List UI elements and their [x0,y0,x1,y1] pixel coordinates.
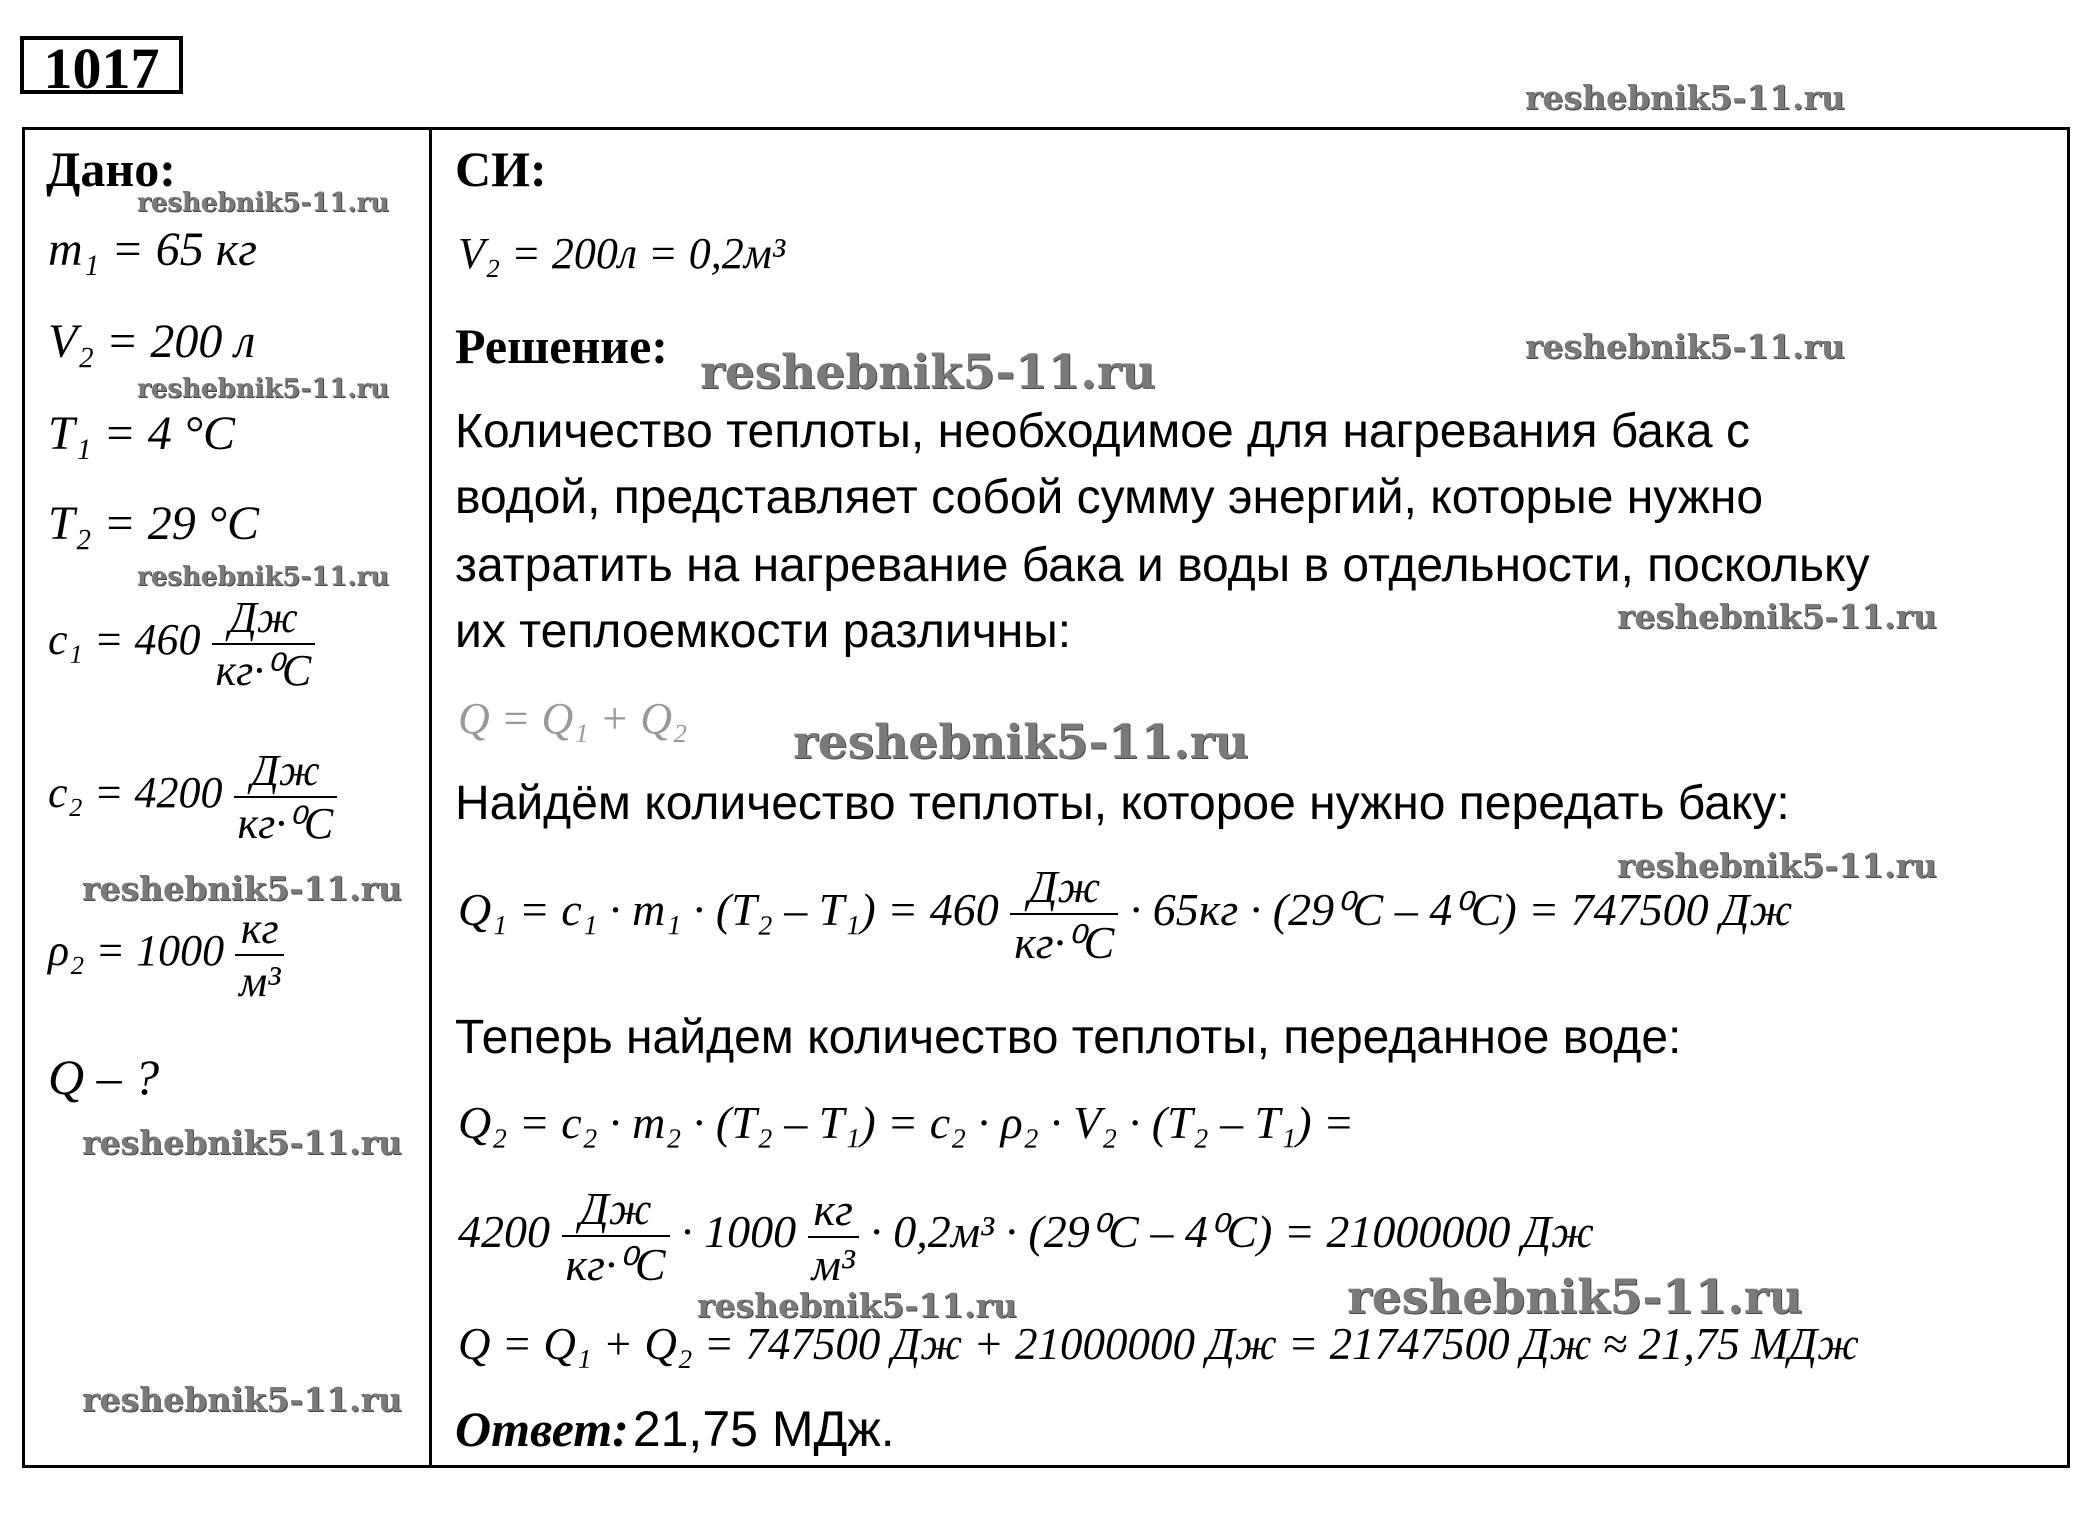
equation-q2-line2 [458,1182,1594,1291]
given-question: Q – ? [48,1049,160,1105]
given-c2-prefix: c₂ = 4200 [48,768,223,818]
given-c1-den: кг·⁰C [215,646,312,695]
equation-q2-den-1: кг·⁰C [565,1239,666,1290]
equation-q2-num-1: Дж [562,1182,670,1237]
watermark: reshebnik5-11.ru [82,869,402,908]
column-divider [429,127,432,1468]
answer [455,1400,895,1458]
solution-text-line: их теплоемкости различны: [455,605,1072,658]
equation-q2-unit-1 [562,1182,670,1291]
given-rho-num: кг [235,903,284,956]
answer-label: Ответ: [455,1401,629,1457]
given-m1: m₁ = 65 кг [48,223,257,276]
given-rho-den: м³ [239,957,281,1006]
given-c2-den: кг·⁰C [237,799,334,848]
equation-q1-left: Q₁ = c₁ · m₁ · (T₂ – T₁) = 460 [458,884,999,936]
watermark: reshebnik5-11.ru [82,1123,402,1162]
problem-number: 1017 [20,36,183,94]
solution-text-line: Найдём количество теплоты, которое нужно передать баку: [455,777,1790,830]
given-rho-prefix: ρ₂ = 1000 [48,926,225,976]
given-c1 [48,592,315,696]
equation-q1-unit [1010,860,1118,969]
equation-q2-line1: Q₂ = c₂ · m₂ · (T₂ – T₁) = c₂ · ρ₂ · V₂ · (T₂ – T₁) = [458,1097,1355,1148]
equation-q2-coef: 4200 [458,1206,550,1258]
watermark: reshebnik5-11.ru [793,715,1249,770]
equation-q1 [458,860,1792,969]
answer-value: 21,75 МДж. [632,1401,895,1457]
watermark: reshebnik5-11.ru [82,1380,402,1419]
equation-q2-density: · 1000 [681,1206,797,1258]
watermark: reshebnik5-11.ru [1617,597,1937,636]
given-c2-unit [234,745,338,849]
equation-q2-unit-2 [808,1183,859,1291]
equation-q2-den-2: м³ [811,1238,855,1290]
watermark: reshebnik5-11.ru [1525,78,1845,117]
solution-text-line: водой, представляет собой сумму энергий, которые нужно [455,471,1764,524]
watermark: reshebnik5-11.ru [1525,327,1845,366]
given-c1-prefix: c₁ = 460 [48,615,201,665]
watermark: reshebnik5-11.ru [137,188,390,218]
equation-sum: Q = Q₁ + Q₂ [458,694,688,743]
watermark: reshebnik5-11.ru [137,374,390,404]
equation-q1-den: кг·⁰C [1014,917,1115,968]
equation-q1-num: Дж [1010,860,1118,915]
given-c2-num: Дж [234,745,338,798]
given-rho [48,903,284,1007]
given-t1: T₁ = 4 °C [48,407,235,460]
given-c2 [48,745,337,849]
watermark: reshebnik5-11.ru [1347,1270,1803,1325]
solution-text-line: Количество теплоты, необходимое для нагревания бака с [455,405,1750,458]
watermark: reshebnik5-11.ru [1617,846,1937,885]
equation-total: Q = Q₁ + Q₂ = 747500 Дж + 21000000 Дж = 21747500 Дж ≈ 21,75 МДж [458,1319,1859,1369]
solution-text-line: затратить на нагревание бака и воды в отдельности, поскольку [455,539,1870,592]
given-c1-unit [212,592,316,696]
given-rho-unit [235,903,284,1007]
watermark: reshebnik5-11.ru [137,562,390,592]
equation-q1-right: · 65кг · (29⁰C – 4⁰C) = 747500 Дж [1129,884,1793,936]
si-title: СИ: [455,141,547,197]
si-v2: V₂ = 200л = 0,2м³ [458,229,786,278]
solution-title: Решение: [455,318,668,374]
equation-q2-rest: · 0,2м³ · (29⁰C – 4⁰C) = 21000000 Дж [870,1206,1594,1258]
watermark: reshebnik5-11.ru [697,1286,1017,1325]
equation-q2-num-2: кг [808,1183,859,1238]
given-v2: V₂ = 200 л [48,315,256,368]
watermark: reshebnik5-11.ru [700,345,1156,400]
solution-text-line: Теперь найдем количество теплоты, переданное воде: [455,1011,1682,1064]
given-title: Дано: [46,141,176,197]
given-t2: T₂ = 29 °C [48,497,259,550]
given-c1-num: Дж [212,592,316,645]
